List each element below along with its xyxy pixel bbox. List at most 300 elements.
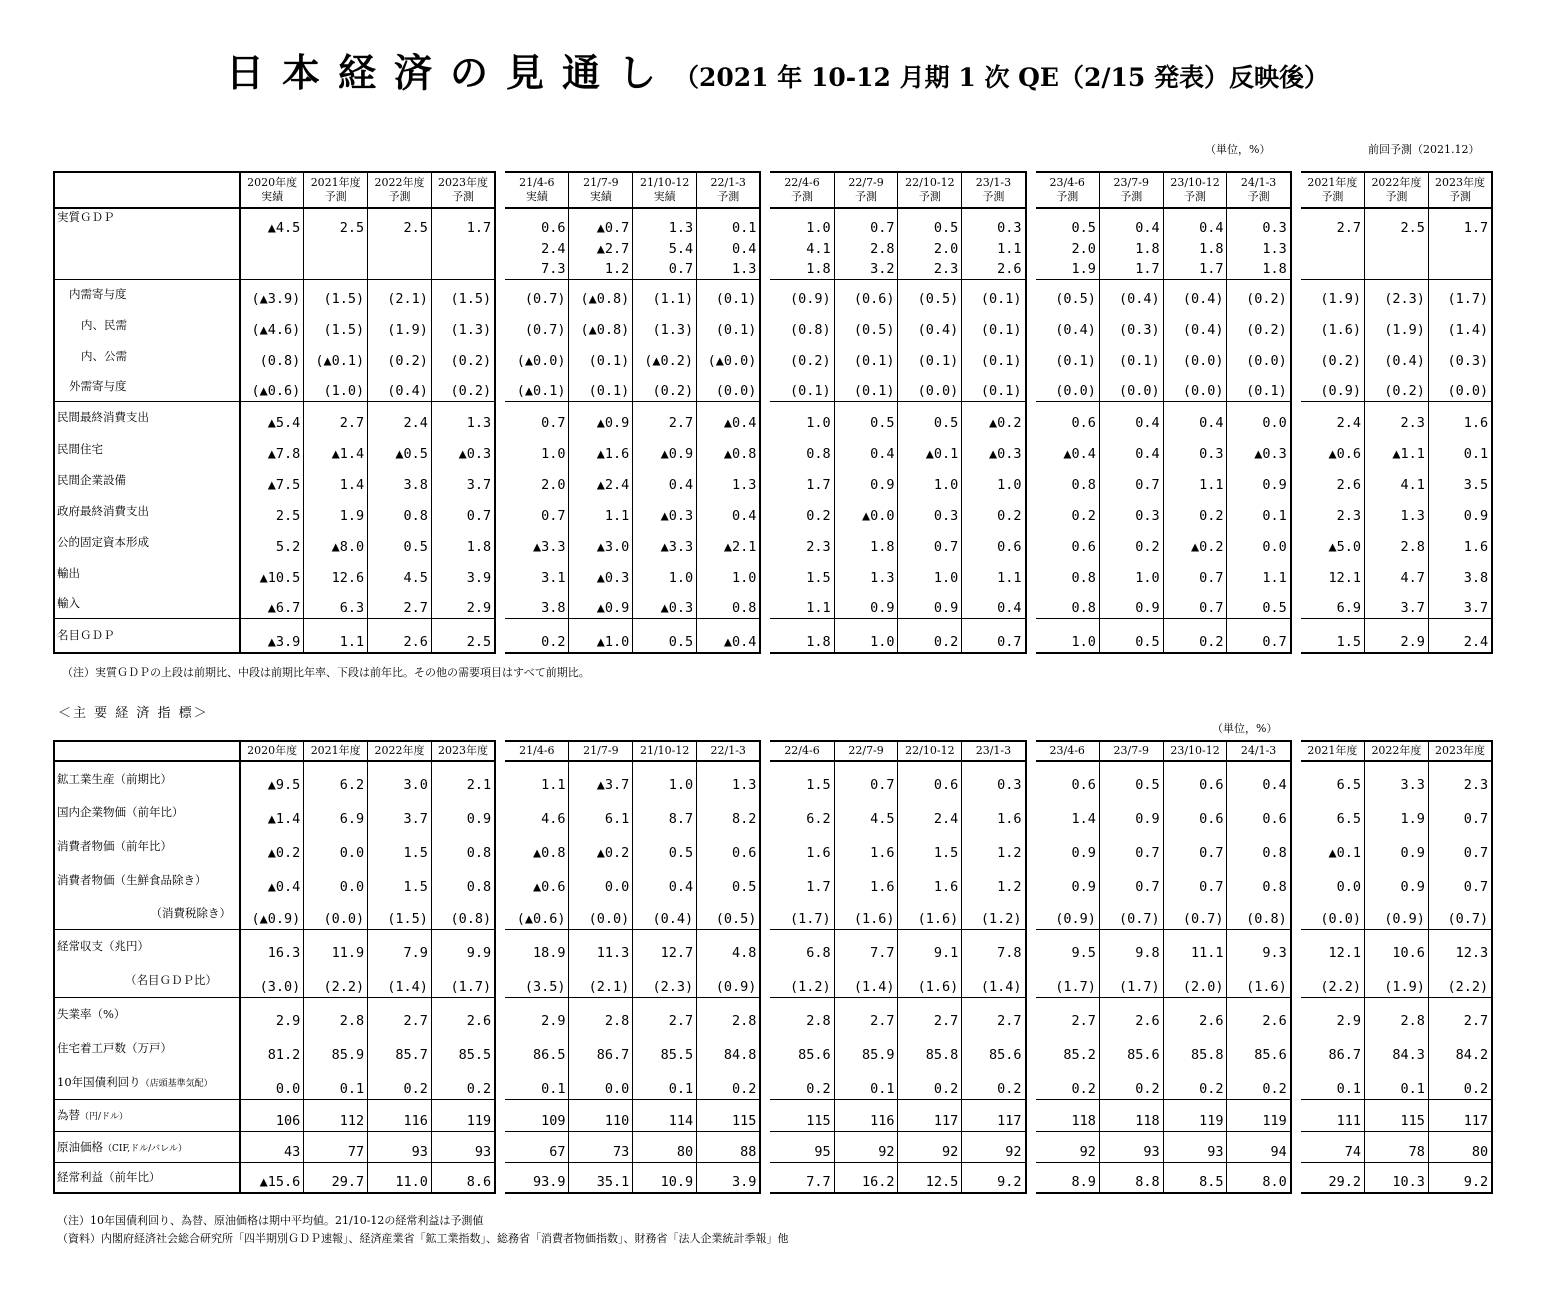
data-cell: 6.1 xyxy=(569,795,633,829)
row-label-note: （円/ドル） xyxy=(80,1112,129,1122)
row-label: 政府最終消費支出 xyxy=(54,495,240,526)
data-cell: 2.4 xyxy=(898,795,962,829)
data-cell: (▲0.8) xyxy=(569,309,633,340)
data-cell: (0.3) xyxy=(1428,340,1492,371)
column-gap xyxy=(760,761,770,795)
data-cell: 5.2 xyxy=(240,526,304,557)
column-gap xyxy=(760,1031,770,1065)
column-gap xyxy=(495,1065,505,1099)
data-cell: ▲2.1 xyxy=(697,526,761,557)
data-cell: 0.0 xyxy=(569,863,633,897)
data-cell: 0.2 xyxy=(770,1065,834,1099)
period-label: 23/10-12 xyxy=(1170,176,1220,189)
data-cell: 2.5 xyxy=(240,495,304,526)
data-cell: 84.8 xyxy=(697,1031,761,1065)
data-cell: 0.8 xyxy=(770,433,834,464)
data-cell: ▲1.4 xyxy=(240,795,304,829)
data-cell: 1.9 xyxy=(304,495,368,526)
data-cell: (1.4) xyxy=(834,963,898,997)
gdp-value: 2.5 xyxy=(1365,208,1429,238)
data-cell: (0.0) xyxy=(1163,340,1227,371)
data-cell: ▲10.5 xyxy=(240,557,304,588)
column-gap xyxy=(495,1031,505,1065)
data-cell: 12.1 xyxy=(1301,557,1365,588)
data-cell: 2.8 xyxy=(770,997,834,1031)
data-cell: 115 xyxy=(770,1099,834,1131)
unit-label-2: （単位，%） xyxy=(1212,722,1278,735)
data-cell: 10.3 xyxy=(1365,1162,1429,1193)
data-cell: ▲0.2 xyxy=(569,829,633,863)
data-cell: 0.9 xyxy=(1365,829,1429,863)
column-gap xyxy=(1026,963,1036,997)
data-cell: 0.9 xyxy=(431,795,495,829)
column-gap xyxy=(1291,309,1301,340)
column-gap xyxy=(1026,897,1036,929)
data-cell: 0.4 xyxy=(834,433,898,464)
gdp-value: 2.8 xyxy=(834,238,898,259)
data-cell: 2.3 xyxy=(1301,495,1365,526)
column-gap xyxy=(760,1162,770,1193)
status-label: 予測 xyxy=(982,190,1005,203)
data-cell: (0.1) xyxy=(1227,371,1291,401)
data-cell: (0.0) xyxy=(1301,897,1365,929)
gdp-value: 1.8 xyxy=(1227,259,1291,280)
data-cell: 0.5 xyxy=(633,829,697,863)
prev-forecast-label: 前回予測（2021.12） xyxy=(1368,143,1480,156)
data-cell: 1.0 xyxy=(770,401,834,433)
column-gap xyxy=(1291,433,1301,464)
data-cell: 0.4 xyxy=(1099,433,1163,464)
gdp-value: 0.7 xyxy=(834,208,898,238)
data-cell: 2.6 xyxy=(431,997,495,1031)
data-cell: (0.4) xyxy=(633,897,697,929)
column-gap xyxy=(1291,795,1301,829)
data-cell: 1.1 xyxy=(770,588,834,618)
data-cell: 0.0 xyxy=(304,863,368,897)
data-cell: 0.2 xyxy=(898,618,962,653)
data-cell: 9.5 xyxy=(1036,929,1100,963)
data-cell: (0.4) xyxy=(1163,279,1227,309)
data-cell: (0.2) xyxy=(1227,309,1291,340)
data-cell: 112 xyxy=(304,1099,368,1131)
row-label xyxy=(54,1099,240,1131)
table-row xyxy=(54,464,1492,495)
data-cell: 0.5 xyxy=(697,863,761,897)
data-cell: 0.8 xyxy=(1036,464,1100,495)
gdp-value: 2.4 xyxy=(505,238,569,259)
data-cell: (2.1) xyxy=(368,279,432,309)
column-gap xyxy=(760,464,770,495)
data-cell: 93 xyxy=(1099,1131,1163,1162)
data-cell: 2.6 xyxy=(1227,997,1291,1031)
column-gap xyxy=(1291,1131,1301,1162)
table-row xyxy=(54,401,1492,433)
data-cell: (0.4) xyxy=(1036,309,1100,340)
data-cell: ▲0.3 xyxy=(633,495,697,526)
data-cell: 0.2 xyxy=(1163,1065,1227,1099)
column-gap xyxy=(760,1131,770,1162)
data-cell: 85.9 xyxy=(304,1031,368,1065)
data-cell: (2.0) xyxy=(1163,963,1227,997)
period-label: 22/7-9 xyxy=(848,176,884,189)
data-cell: ▲5.0 xyxy=(1301,526,1365,557)
data-cell: 9.2 xyxy=(962,1162,1026,1193)
data-cell: ▲0.3 xyxy=(633,588,697,618)
data-cell: 2.7 xyxy=(368,588,432,618)
data-cell: 93.9 xyxy=(505,1162,569,1193)
data-cell: ▲3.0 xyxy=(569,526,633,557)
data-cell: 8.0 xyxy=(1227,1162,1291,1193)
data-cell: (1.4) xyxy=(962,963,1026,997)
data-cell: 10.6 xyxy=(1365,929,1429,963)
period-label: 21/7-9 xyxy=(583,176,619,189)
data-cell: (0.8) xyxy=(240,340,304,371)
gdp-value: 2.6 xyxy=(962,259,1026,280)
data-cell: 0.4 xyxy=(697,495,761,526)
data-cell: 2.9 xyxy=(1365,618,1429,653)
status-label: 実績 xyxy=(261,190,284,203)
gdp-value: 1.8 xyxy=(1163,238,1227,259)
data-cell: ▲3.3 xyxy=(505,526,569,557)
column-gap xyxy=(495,1162,505,1193)
column-gap xyxy=(495,1131,505,1162)
data-cell: (0.1) xyxy=(569,371,633,401)
gdp-value: 1.9 xyxy=(1036,259,1100,280)
column-header xyxy=(1099,172,1163,208)
data-cell: 8.7 xyxy=(633,795,697,829)
column-gap xyxy=(495,259,505,280)
data-cell: 29.2 xyxy=(1301,1162,1365,1193)
data-cell: 43 xyxy=(240,1131,304,1162)
row-label: 国内企業物価（前年比） xyxy=(54,795,240,829)
data-cell: (0.1) xyxy=(569,340,633,371)
data-cell: 3.7 xyxy=(431,464,495,495)
data-cell: (▲0.6) xyxy=(240,371,304,401)
data-cell: 81.2 xyxy=(240,1031,304,1065)
gdp-value: ▲4.5 xyxy=(240,208,304,238)
data-cell: 2.8 xyxy=(569,997,633,1031)
data-cell: (0.4) xyxy=(368,371,432,401)
column-gap xyxy=(495,863,505,897)
data-cell: 11.0 xyxy=(368,1162,432,1193)
data-cell: 117 xyxy=(962,1099,1026,1131)
column-header: 2023年度 xyxy=(431,741,495,761)
data-cell: (0.5) xyxy=(898,279,962,309)
status-label: 予測 xyxy=(717,190,740,203)
data-cell: (1.7) xyxy=(1099,963,1163,997)
data-cell: (0.1) xyxy=(1036,340,1100,371)
data-cell: 0.9 xyxy=(1365,863,1429,897)
column-header xyxy=(1365,172,1429,208)
data-cell: 0.9 xyxy=(898,588,962,618)
status-label: 予測 xyxy=(918,190,941,203)
column-gap xyxy=(495,208,505,238)
data-cell: 8.9 xyxy=(1036,1162,1100,1193)
data-cell: 0.2 xyxy=(1099,526,1163,557)
data-cell: (▲0.8) xyxy=(569,279,633,309)
table-row xyxy=(54,340,1492,371)
data-cell: ▲1.1 xyxy=(1365,433,1429,464)
data-cell: 3.8 xyxy=(1428,557,1492,588)
data-cell: (0.1) xyxy=(1099,340,1163,371)
data-cell: (0.2) xyxy=(1365,371,1429,401)
data-cell: 0.4 xyxy=(633,863,697,897)
column-gap xyxy=(495,795,505,829)
data-cell: (1.6) xyxy=(898,897,962,929)
column-gap xyxy=(1291,526,1301,557)
data-cell: (0.8) xyxy=(431,897,495,929)
data-cell: 1.0 xyxy=(962,464,1026,495)
gdp-value xyxy=(368,238,432,259)
data-cell: 0.5 xyxy=(1099,761,1163,795)
table-row xyxy=(54,795,1492,829)
data-cell: 18.9 xyxy=(505,929,569,963)
column-gap xyxy=(1026,929,1036,963)
table-row xyxy=(54,997,1492,1031)
period-label: 2021年度 xyxy=(310,176,361,189)
column-gap xyxy=(1026,401,1036,433)
data-cell: (0.7) xyxy=(1099,897,1163,929)
data-cell: (0.9) xyxy=(770,279,834,309)
column-gap xyxy=(1026,863,1036,897)
column-gap xyxy=(495,761,505,795)
status-label: 実績 xyxy=(653,190,676,203)
status-label: 実績 xyxy=(589,190,612,203)
data-cell: 3.1 xyxy=(505,557,569,588)
gdp-value xyxy=(1301,259,1365,280)
data-cell: 84.3 xyxy=(1365,1031,1429,1065)
data-cell: (1.9) xyxy=(1301,279,1365,309)
column-gap xyxy=(495,526,505,557)
column-header: 2022年度 xyxy=(1365,741,1429,761)
period-label: 24/1-3 xyxy=(1240,176,1277,189)
column-gap xyxy=(1291,997,1301,1031)
data-cell: (0.9) xyxy=(1036,897,1100,929)
data-cell: 0.4 xyxy=(1227,761,1291,795)
data-cell: (▲3.9) xyxy=(240,279,304,309)
data-cell: 0.7 xyxy=(1099,829,1163,863)
data-cell: 0.8 xyxy=(431,829,495,863)
data-cell: ▲6.7 xyxy=(240,588,304,618)
data-cell: (1.9) xyxy=(1365,963,1429,997)
data-cell: (0.0) xyxy=(1099,371,1163,401)
column-header xyxy=(304,172,368,208)
data-cell: 0.1 xyxy=(505,1065,569,1099)
data-cell: 9.9 xyxy=(431,929,495,963)
column-gap xyxy=(1291,588,1301,618)
data-cell: 16.3 xyxy=(240,929,304,963)
data-cell: 0.8 xyxy=(1227,863,1291,897)
gdp-value xyxy=(368,259,432,280)
column-header xyxy=(368,172,432,208)
period-label: 2022年度 xyxy=(1371,176,1422,189)
column-gap xyxy=(1291,829,1301,863)
data-cell: 0.9 xyxy=(1036,829,1100,863)
data-cell: 0.6 xyxy=(898,761,962,795)
data-cell: 86.7 xyxy=(569,1031,633,1065)
gdp-value: 2.0 xyxy=(1036,238,1100,259)
note-1: （注）実質ＧＤＰの上段は前期比、中段は前期比年率、下段は前年比。その他の需要項目はすべて前期比。 xyxy=(62,666,590,679)
row-label: 実質ＧＤＰ xyxy=(54,208,240,238)
data-cell: 2.7 xyxy=(834,997,898,1031)
data-cell: (1.7) xyxy=(770,897,834,929)
column-gap xyxy=(495,829,505,863)
column-gap xyxy=(1291,761,1301,795)
data-cell: 0.5 xyxy=(368,526,432,557)
data-cell: 1.8 xyxy=(770,618,834,653)
data-cell: ▲0.0 xyxy=(834,495,898,526)
data-cell: ▲0.4 xyxy=(697,401,761,433)
data-cell: 7.8 xyxy=(962,929,1026,963)
data-cell: 86.7 xyxy=(1301,1031,1365,1065)
column-header: 2023年度 xyxy=(1428,741,1492,761)
data-cell: 0.3 xyxy=(962,761,1026,795)
data-cell: 0.9 xyxy=(1099,795,1163,829)
data-cell: 0.3 xyxy=(1099,495,1163,526)
column-header xyxy=(633,172,697,208)
data-cell: 0.2 xyxy=(1036,495,1100,526)
data-cell: (0.2) xyxy=(770,340,834,371)
gdp-value: 2.0 xyxy=(898,238,962,259)
data-cell: 0.0 xyxy=(569,1065,633,1099)
data-cell: 0.0 xyxy=(1227,526,1291,557)
data-cell: 0.5 xyxy=(1099,618,1163,653)
data-cell: 74 xyxy=(1301,1131,1365,1162)
data-cell: 0.5 xyxy=(898,401,962,433)
data-cell: (0.1) xyxy=(697,309,761,340)
gdp-value xyxy=(431,238,495,259)
status-label: 予測 xyxy=(791,190,814,203)
data-cell: (1.6) xyxy=(1227,963,1291,997)
data-cell: 0.7 xyxy=(505,495,569,526)
data-cell: 0.7 xyxy=(1099,464,1163,495)
gdp-value: 5.4 xyxy=(633,238,697,259)
column-gap xyxy=(1026,371,1036,401)
data-cell: 0.9 xyxy=(1099,588,1163,618)
data-cell: 0.5 xyxy=(1227,588,1291,618)
column-gap xyxy=(495,1099,505,1131)
data-cell: 1.1 xyxy=(505,761,569,795)
data-cell: (0.8) xyxy=(770,309,834,340)
data-cell: (0.4) xyxy=(1163,309,1227,340)
data-cell: 6.2 xyxy=(770,795,834,829)
period-label: 22/1-3 xyxy=(710,176,746,189)
data-cell: ▲0.4 xyxy=(240,863,304,897)
column-gap xyxy=(1026,761,1036,795)
data-cell: 115 xyxy=(1365,1099,1429,1131)
data-cell: 117 xyxy=(898,1099,962,1131)
column-gap xyxy=(760,526,770,557)
data-cell: 2.7 xyxy=(633,401,697,433)
data-cell: 0.2 xyxy=(368,1065,432,1099)
data-cell: (▲0.2) xyxy=(633,340,697,371)
data-cell: (1.4) xyxy=(1428,309,1492,340)
data-cell: 3.7 xyxy=(1365,588,1429,618)
row-label: 名目ＧＤＰ xyxy=(54,618,240,653)
data-cell: (0.2) xyxy=(1301,340,1365,371)
column-gap xyxy=(760,279,770,309)
row-label xyxy=(54,1065,240,1099)
data-cell: ▲0.2 xyxy=(1163,526,1227,557)
data-cell: 110 xyxy=(569,1099,633,1131)
data-cell: 0.7 xyxy=(505,401,569,433)
data-cell: 0.8 xyxy=(368,495,432,526)
column-header: 22/4-6 xyxy=(770,741,834,761)
period-label: 2023年度 xyxy=(438,176,489,189)
status-label: 予測 xyxy=(1120,190,1143,203)
data-cell: 73 xyxy=(569,1131,633,1162)
column-gap xyxy=(495,618,505,653)
column-header xyxy=(569,172,633,208)
source-note: （資料）内閣府経済社会総合研究所「四半期別ＧＤＰ速報」、経済産業省「鉱工業指数」、総務省「消費者物価指数」、財務省「法人企業統計季報」他 xyxy=(57,1232,789,1245)
column-gap xyxy=(1291,618,1301,653)
data-cell: 1.9 xyxy=(1365,795,1429,829)
period-label: 22/10-12 xyxy=(905,176,955,189)
data-cell: ▲1.6 xyxy=(569,433,633,464)
data-cell: 0.8 xyxy=(697,588,761,618)
data-cell: ▲3.3 xyxy=(633,526,697,557)
period-label: 23/4-6 xyxy=(1049,176,1085,189)
column-header: 2022年度 xyxy=(368,741,432,761)
data-cell: 0.8 xyxy=(1036,588,1100,618)
data-cell: (1.6) xyxy=(1301,309,1365,340)
data-cell: 80 xyxy=(1428,1131,1492,1162)
row-label-note: （店頭基準気配） xyxy=(140,1078,213,1089)
period-label: 2022年度 xyxy=(374,176,425,189)
column-gap xyxy=(760,1065,770,1099)
column-gap xyxy=(1026,495,1036,526)
data-cell: 3.8 xyxy=(368,464,432,495)
column-header xyxy=(1163,172,1227,208)
data-cell: (0.3) xyxy=(1099,309,1163,340)
data-cell: 0.2 xyxy=(1099,1065,1163,1099)
data-cell: ▲0.5 xyxy=(368,433,432,464)
data-cell: 6.2 xyxy=(304,761,368,795)
data-cell: ▲0.4 xyxy=(697,618,761,653)
column-gap xyxy=(1291,464,1301,495)
data-cell: 0.6 xyxy=(1227,795,1291,829)
data-cell: 1.3 xyxy=(431,401,495,433)
data-cell: 85.6 xyxy=(1099,1031,1163,1065)
data-cell: 1.0 xyxy=(1099,557,1163,588)
column-gap xyxy=(1291,1031,1301,1065)
data-cell: (2.3) xyxy=(633,963,697,997)
data-cell: (0.0) xyxy=(697,371,761,401)
gdp-value: 0.7 xyxy=(633,259,697,280)
data-cell: 0.0 xyxy=(1227,401,1291,433)
column-gap xyxy=(495,557,505,588)
data-cell: 2.9 xyxy=(505,997,569,1031)
data-cell: (▲0.0) xyxy=(697,340,761,371)
gdp-value xyxy=(240,238,304,259)
data-cell: 12.3 xyxy=(1428,929,1492,963)
data-cell: (1.6) xyxy=(898,963,962,997)
data-cell: 4.7 xyxy=(1365,557,1429,588)
period-label: 2023年度 xyxy=(1434,176,1485,189)
column-gap xyxy=(760,433,770,464)
column-header xyxy=(1428,172,1492,208)
gdp-value: 2.5 xyxy=(368,208,432,238)
unit-label-1: （単位，%） xyxy=(1205,143,1271,156)
data-cell: 2.4 xyxy=(1301,401,1365,433)
data-cell: 0.7 xyxy=(1163,829,1227,863)
column-header xyxy=(770,172,834,208)
column-header: 21/10-12 xyxy=(633,741,697,761)
data-cell: 2.7 xyxy=(962,997,1026,1031)
data-cell: (0.7) xyxy=(1163,897,1227,929)
data-cell: 0.2 xyxy=(962,1065,1026,1099)
column-gap xyxy=(1026,259,1036,280)
